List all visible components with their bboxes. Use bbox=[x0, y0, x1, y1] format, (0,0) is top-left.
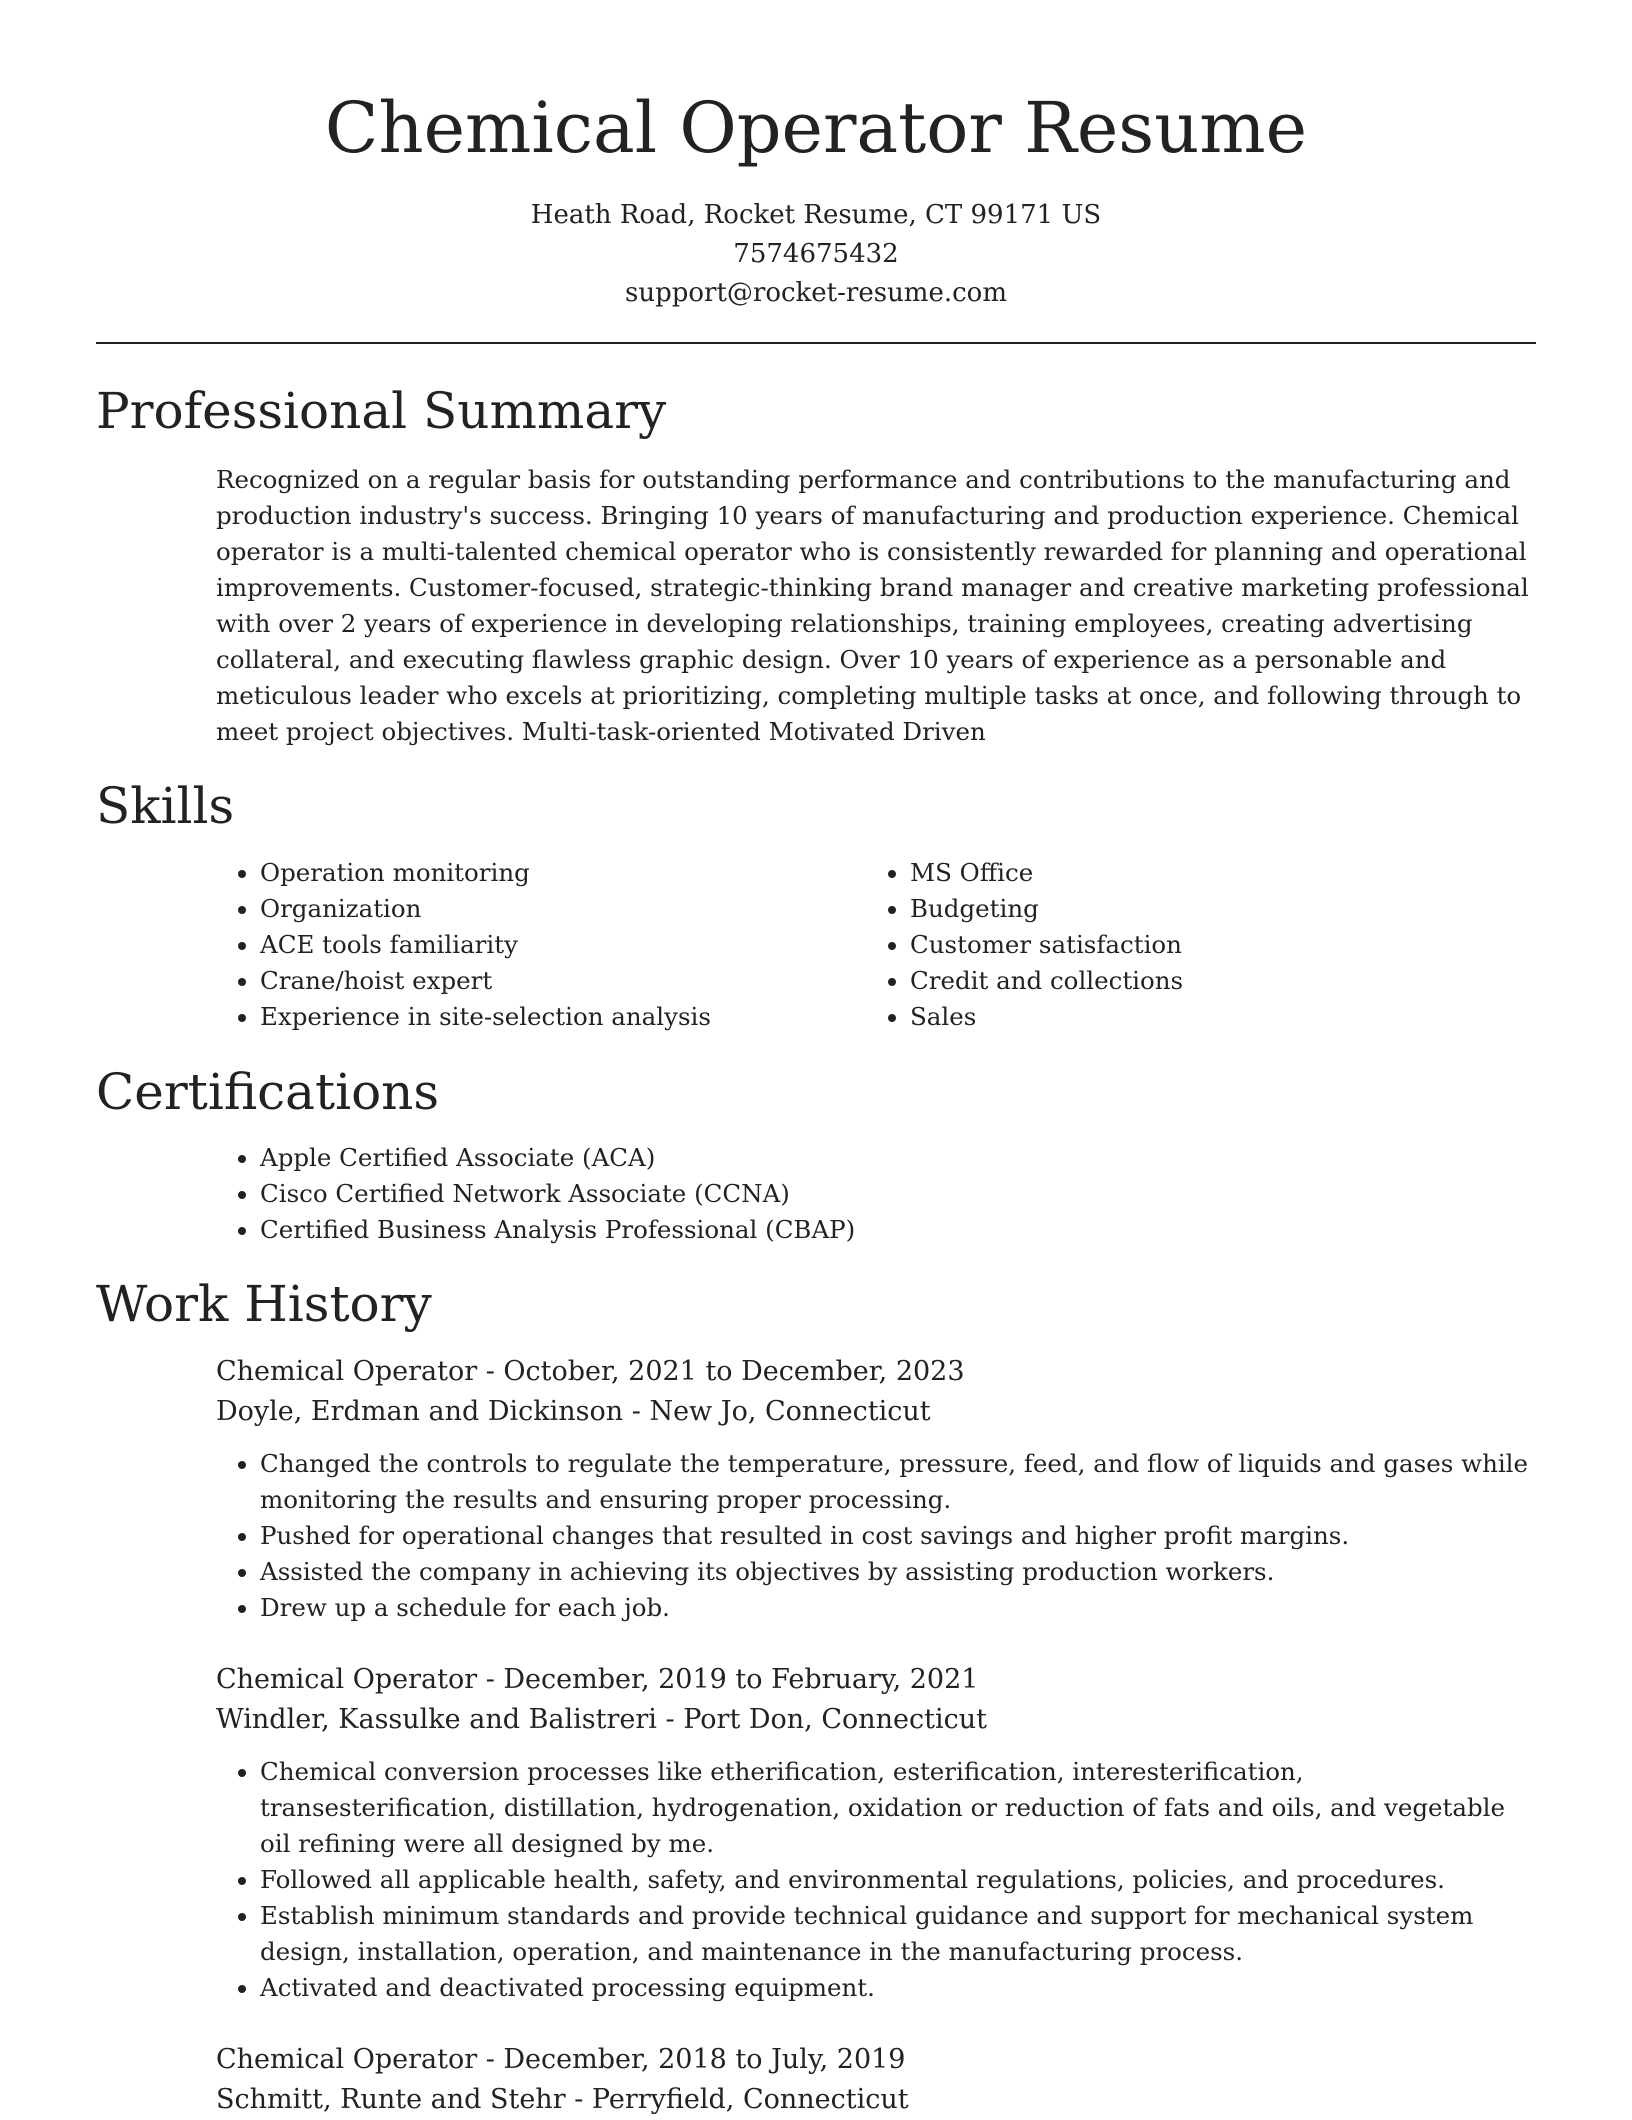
job-dates: - October, 2021 to December, 2023 bbox=[477, 1356, 965, 1387]
job-1-company-line bbox=[216, 1392, 931, 1432]
list-item: • Customer satisfaction bbox=[910, 927, 1470, 963]
skills-heading: Skills bbox=[96, 777, 235, 835]
skills-list-right bbox=[866, 855, 1470, 1035]
list-item: • Establish minimum standards and provide technical guidance and support for mechanical system design, installation, operation, and maintenance in the manufacturing process. bbox=[260, 1898, 1536, 1970]
certifications-list bbox=[216, 1140, 1360, 1248]
list-item: • Activated and deactivated processing equipment. bbox=[260, 1970, 1536, 2006]
header-divider bbox=[96, 342, 1536, 344]
job-location: - Port Don, Connecticut bbox=[656, 1704, 987, 1735]
list-item: • Crane/hoist expert bbox=[260, 963, 820, 999]
list-item: • Sales bbox=[910, 999, 1470, 1035]
list-item: • Chemical conversion processes like etherification, esterification, interesterification, transesterification, distillation, hydrogenation, oxidation or reduction of fats and oils, and vegetable oil refining were all designed by me. bbox=[260, 1754, 1536, 1862]
job-dates: - December, 2019 to February, 2021 bbox=[477, 1664, 979, 1695]
list-item: • Operation monitoring bbox=[260, 855, 820, 891]
contact-address: Heath Road, Rocket Resume, CT 99171 US bbox=[530, 200, 1102, 230]
list-item: • Assisted the company in achieving its objectives by assisting production workers. bbox=[260, 1554, 1536, 1590]
job-company: Windler, Kassulke and Balistreri bbox=[216, 1704, 657, 1735]
work-history-heading: Work History bbox=[96, 1275, 432, 1333]
contact-phone: 7574675432 bbox=[733, 239, 899, 269]
list-item: • Pushed for operational changes that resulted in cost savings and higher profit margins. bbox=[260, 1518, 1536, 1554]
list-item: • Cisco Certified Network Associate (CCNA) bbox=[260, 1176, 1360, 1212]
list-item: • Drew up a schedule for each job. bbox=[260, 1590, 1536, 1626]
list-item: • MS Office bbox=[910, 855, 1470, 891]
list-item: • Organization bbox=[260, 891, 820, 927]
job-dates: - December, 2018 to July, 2019 bbox=[477, 2044, 906, 2075]
list-item: • Budgeting bbox=[910, 891, 1470, 927]
list-item: • Credit and collections bbox=[910, 963, 1470, 999]
job-1-duties bbox=[216, 1446, 1536, 1626]
job-role: Chemical Operator bbox=[216, 2044, 478, 2075]
job-location: - Perryfield, Connecticut bbox=[565, 2084, 909, 2115]
resume-header bbox=[0, 80, 1632, 313]
skills-list-left bbox=[216, 855, 820, 1035]
job-2-duties bbox=[216, 1754, 1536, 2006]
contact-email: support@rocket-resume.com bbox=[624, 278, 1007, 308]
summary-heading: Professional Summary bbox=[96, 382, 667, 440]
job-1-title-line bbox=[216, 1352, 965, 1392]
certifications-heading: Certifications bbox=[96, 1063, 440, 1121]
job-3-title-line bbox=[216, 2040, 906, 2080]
job-2-company-line bbox=[216, 1700, 987, 1740]
job-3-company-line bbox=[216, 2080, 909, 2120]
contact-block bbox=[0, 196, 1632, 313]
job-role: Chemical Operator bbox=[216, 1664, 478, 1695]
job-location: - New Jo, Connecticut bbox=[623, 1396, 931, 1427]
list-item: • Changed the controls to regulate the temperature, pressure, feed, and flow of liquids and gases while monitoring the results and ensuring proper processing. bbox=[260, 1446, 1536, 1518]
list-item: • Certified Business Analysis Professional (CBAP) bbox=[260, 1212, 1360, 1248]
job-company: Schmitt, Runte and Stehr bbox=[216, 2084, 566, 2115]
job-company: Doyle, Erdman and Dickinson bbox=[216, 1396, 624, 1427]
summary-text: Recognized on a regular basis for outstanding performance and contributions to the manufacturing and production industry's success. Bringing 10 years of manufacturing and production experience. Chemical operator is a multi-talented chemical operator who is consistently rewarded for planning and operational improvements. Customer-focused, strategic-thinking brand manager and creative marketing professional with over 2 years of experience in developing relationships, training employees, creating advertising collateral, and executing flawless graphic design. Over 10 years of experience as a personable and meticulous leader who excels at prioritizing, completing multiple tasks at once, and following through to meet project objectives. Multi-task-oriented Motivated Driven bbox=[216, 465, 1529, 746]
resume-title: Chemical Operator Resume bbox=[324, 87, 1308, 169]
job-role: Chemical Operator bbox=[216, 1356, 478, 1387]
job-2-title-line bbox=[216, 1660, 978, 1700]
list-item: • ACE tools familiarity bbox=[260, 927, 820, 963]
list-item: • Apple Certified Associate (ACA) bbox=[260, 1140, 1360, 1176]
list-item: • Followed all applicable health, safety, and environmental regulations, policies, and procedures. bbox=[260, 1862, 1536, 1898]
list-item: • Experience in site-selection analysis bbox=[260, 999, 820, 1035]
